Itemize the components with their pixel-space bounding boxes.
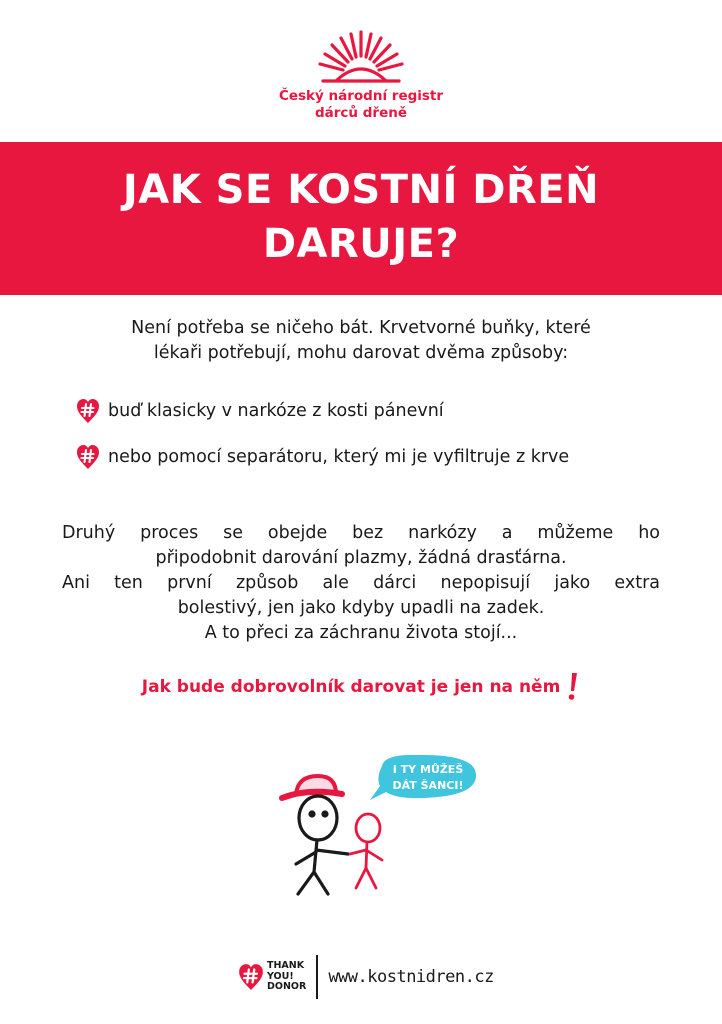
thank-you-donor-logo — [238, 961, 306, 993]
call-to-action — [0, 671, 722, 703]
body-line-3: Ani ten první způsob ale dárci nepopisují jako extra — [62, 573, 660, 593]
title-line-1: JAK SE KOSTNÍ DŘEŇ — [122, 167, 600, 213]
body-line-5: A to přeci za záchranu života stojí... — [204, 623, 518, 643]
intro-line-1: Není potřeba se ničeho bát. Krvetvorné buňky, které — [131, 318, 591, 338]
logo-line-2: dárců dřeně — [315, 105, 407, 121]
footer — [238, 952, 498, 1002]
bubble-line-2: DÁT ŠANCI! — [392, 779, 464, 792]
website-link[interactable]: www.kostnidren.cz — [328, 967, 494, 987]
adult-figure — [296, 796, 348, 894]
intro-paragraph — [60, 316, 662, 366]
heart-hash-icon — [238, 963, 264, 991]
registry-logo — [0, 28, 722, 122]
cta-text: Jak bude dobrovolník darovat je jen na něm — [141, 677, 561, 697]
list-item — [76, 442, 696, 472]
body-paragraph — [62, 521, 660, 646]
list-item — [76, 396, 696, 426]
intro-line-2: lékaři potřebují, mohu darovat dvěma způsoby: — [153, 343, 569, 363]
footer-divider — [316, 955, 318, 999]
ty-line-3: DONOR — [267, 981, 307, 993]
bullet-text: buď klasicky v narkóze z kosti pánevní — [108, 401, 444, 421]
ty-line-1: THANK — [267, 960, 305, 972]
heart-hash-icon — [76, 444, 100, 470]
title-line-2: DARUJE? — [262, 221, 460, 267]
bubble-line-1: I TY MŮŽEŠ — [392, 763, 464, 776]
body-line-1: Druhý proces se obejde bez narkózy a můžeme ho — [62, 523, 660, 543]
exclamation-icon — [566, 671, 580, 703]
body-line-4: bolestivý, jen jako kdyby upadli na zadek. — [177, 598, 545, 618]
speech-bubble — [370, 755, 476, 800]
stick-figures-drawing — [278, 752, 488, 902]
stick-figures-illustration — [278, 752, 488, 902]
ty-line-2: YOU! — [267, 970, 294, 982]
bullet-text: nebo pomocí separátoru, který mi je vyfiltruje z krve — [108, 447, 570, 467]
bullet-list — [76, 396, 696, 488]
child-figure — [350, 814, 382, 888]
sunrise-logo-icon — [311, 28, 411, 84]
body-line-2: připodobnit darování plazmy, žádná drasťárna. — [155, 548, 567, 568]
title-banner — [0, 142, 722, 295]
heart-hash-icon — [76, 398, 100, 424]
logo-line-1: Český národní registr — [278, 88, 444, 104]
